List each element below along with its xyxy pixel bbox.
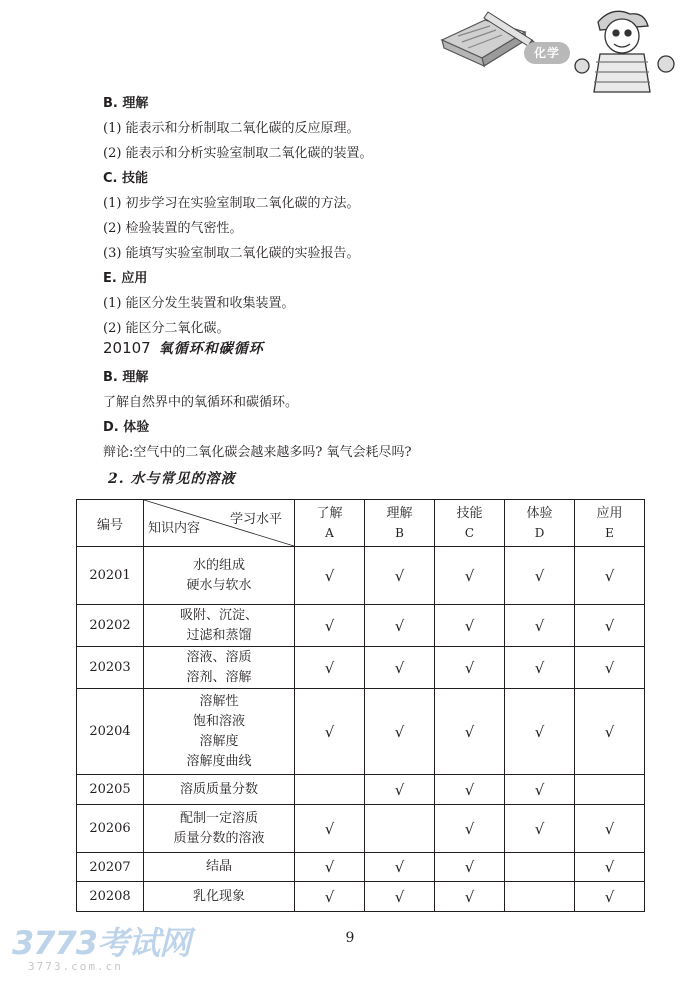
knowledge-table (76, 499, 645, 912)
check-cell: √ (435, 805, 505, 853)
check-cell: √ (505, 689, 575, 775)
content-line: 乳化现象 (192, 888, 245, 904)
watermark-url: 3773.com.cn (28, 960, 123, 973)
open-book-icon (442, 20, 526, 66)
check-cell: √ (575, 605, 645, 647)
table-row (77, 805, 645, 853)
unit-name: 氧循环和碳循环 (158, 341, 264, 357)
check-cell: √ (435, 853, 505, 882)
unit-heading (103, 338, 264, 358)
table-row (77, 647, 645, 689)
check-cell: √ (435, 775, 505, 805)
row-content (144, 882, 295, 912)
check-cell: √ (365, 689, 435, 775)
header-level (365, 500, 435, 547)
check-cell: √ (575, 805, 645, 853)
watermark-logo: 3773考试网 (12, 924, 191, 962)
corner-level-label: 学习水平 (229, 512, 282, 527)
level-name: 了解 (316, 506, 343, 521)
content-line: 吸附、沉淀、 (179, 607, 258, 623)
corner-content-label: 知识内容 (148, 521, 201, 536)
content-line: 硬水与软水 (186, 577, 252, 593)
check-cell: √ (505, 647, 575, 689)
table-row (77, 547, 645, 605)
check-cell: √ (575, 882, 645, 912)
check-cell: √ (435, 605, 505, 647)
row-content (144, 775, 295, 805)
table-row (77, 689, 645, 775)
row-code: 20201 (77, 547, 144, 605)
row-content (144, 605, 295, 647)
check-cell: √ (505, 805, 575, 853)
level-name: 理解 (386, 506, 413, 521)
row-content (144, 647, 295, 689)
check-cell: √ (295, 853, 365, 882)
check-cell: √ (505, 547, 575, 605)
check-cell: √ (365, 853, 435, 882)
level-code: A (325, 526, 334, 540)
check-cell: √ (365, 775, 435, 805)
level-name: 技能 (456, 506, 483, 521)
check-cell: √ (575, 647, 645, 689)
list-item: (2) 能区分二氧化碳。 (103, 321, 230, 336)
check-cell: √ (435, 647, 505, 689)
check-cell: √ (435, 689, 505, 775)
check-cell: √ (575, 689, 645, 775)
content-line: 溶剂、溶解 (186, 669, 252, 685)
row-code: 20207 (77, 853, 144, 882)
check-cell: √ (365, 882, 435, 912)
header-level (295, 500, 365, 547)
row-content (144, 689, 295, 775)
content-line: 溶质质量分数 (179, 781, 258, 797)
content-line: 过滤和蒸馏 (186, 627, 252, 643)
check-cell: √ (365, 647, 435, 689)
row-code: 20204 (77, 689, 144, 775)
header-code: 编号 (77, 500, 144, 547)
level-name: 应用 (596, 506, 623, 521)
list-item: (2) 检验装置的气密性。 (103, 221, 243, 236)
section-heading-apply: E. 应用 (103, 271, 148, 286)
list-item: (2) 能表示和分析实验室制取二氧化碳的装置。 (103, 146, 373, 161)
row-content (144, 547, 295, 605)
subject-badge: 化学 (524, 42, 570, 64)
check-cell: √ (435, 882, 505, 912)
check-cell (575, 775, 645, 805)
table-row (77, 775, 645, 805)
level-code: D (534, 526, 545, 540)
list-item: (1) 能区分发生装置和收集装置。 (103, 296, 295, 311)
check-cell: √ (435, 547, 505, 605)
table-row (77, 853, 645, 882)
table-header-row (77, 500, 645, 547)
check-cell (295, 775, 365, 805)
cartoon-boy-icon (575, 11, 674, 92)
row-code: 20202 (77, 605, 144, 647)
content-line: 溶液、溶质 (186, 649, 252, 665)
table-row (77, 605, 645, 647)
content-line: 配制一定溶质 (179, 810, 258, 826)
check-cell (505, 853, 575, 882)
check-cell: √ (295, 647, 365, 689)
level-code: E (605, 526, 614, 540)
check-cell: √ (295, 547, 365, 605)
check-cell: √ (575, 547, 645, 605)
unit-code: 20107 (103, 339, 151, 357)
check-cell: √ (505, 605, 575, 647)
content-line: 结晶 (205, 859, 232, 874)
level-name: 体验 (526, 506, 553, 521)
list-item: (1) 能表示和分析制取二氧化碳的反应原理。 (103, 121, 360, 136)
content-line: 饱和溶液 (192, 713, 245, 729)
check-cell (505, 882, 575, 912)
header-corner (144, 500, 295, 547)
row-code: 20205 (77, 775, 144, 805)
check-cell: √ (295, 605, 365, 647)
paragraph: 辩论:空气中的二氧化碳会越来越多吗? 氧气会耗尽吗? (103, 445, 412, 460)
list-item: (1) 初步学习在实验室制取二氧化碳的方法。 (103, 196, 360, 211)
section-heading-understand: B. 理解 (103, 96, 149, 111)
table-row (77, 882, 645, 912)
content-line: 溶解度 (199, 733, 239, 749)
check-cell: √ (365, 605, 435, 647)
check-cell: √ (295, 882, 365, 912)
row-content (144, 853, 295, 882)
subsection-title: 2. 水与常见的溶液 (108, 471, 236, 487)
content-line: 质量分数的溶液 (173, 830, 265, 846)
row-code: 20208 (77, 882, 144, 912)
row-code: 20203 (77, 647, 144, 689)
section-heading-experience: D. 体验 (103, 420, 150, 435)
page-number: 9 (345, 930, 355, 946)
check-cell: √ (295, 689, 365, 775)
check-cell: √ (505, 775, 575, 805)
section-heading-skill: C. 技能 (103, 171, 149, 186)
content-line: 溶解度曲线 (186, 753, 252, 769)
row-code: 20206 (77, 805, 144, 853)
level-code: B (395, 526, 404, 540)
check-cell (365, 805, 435, 853)
header-level (435, 500, 505, 547)
list-item: (3) 能填写实验室制取二氧化碳的实验报告。 (103, 246, 360, 261)
check-cell: √ (575, 853, 645, 882)
header-level (575, 500, 645, 547)
content-line: 水的组成 (192, 557, 245, 573)
section-heading-understand: B. 理解 (103, 370, 149, 385)
header-level (505, 500, 575, 547)
row-content (144, 805, 295, 853)
level-code: C (464, 526, 475, 540)
check-cell: √ (365, 547, 435, 605)
content-line: 溶解性 (199, 693, 239, 709)
check-cell: √ (295, 805, 365, 853)
paragraph: 了解自然界中的氧循环和碳循环。 (103, 395, 299, 410)
